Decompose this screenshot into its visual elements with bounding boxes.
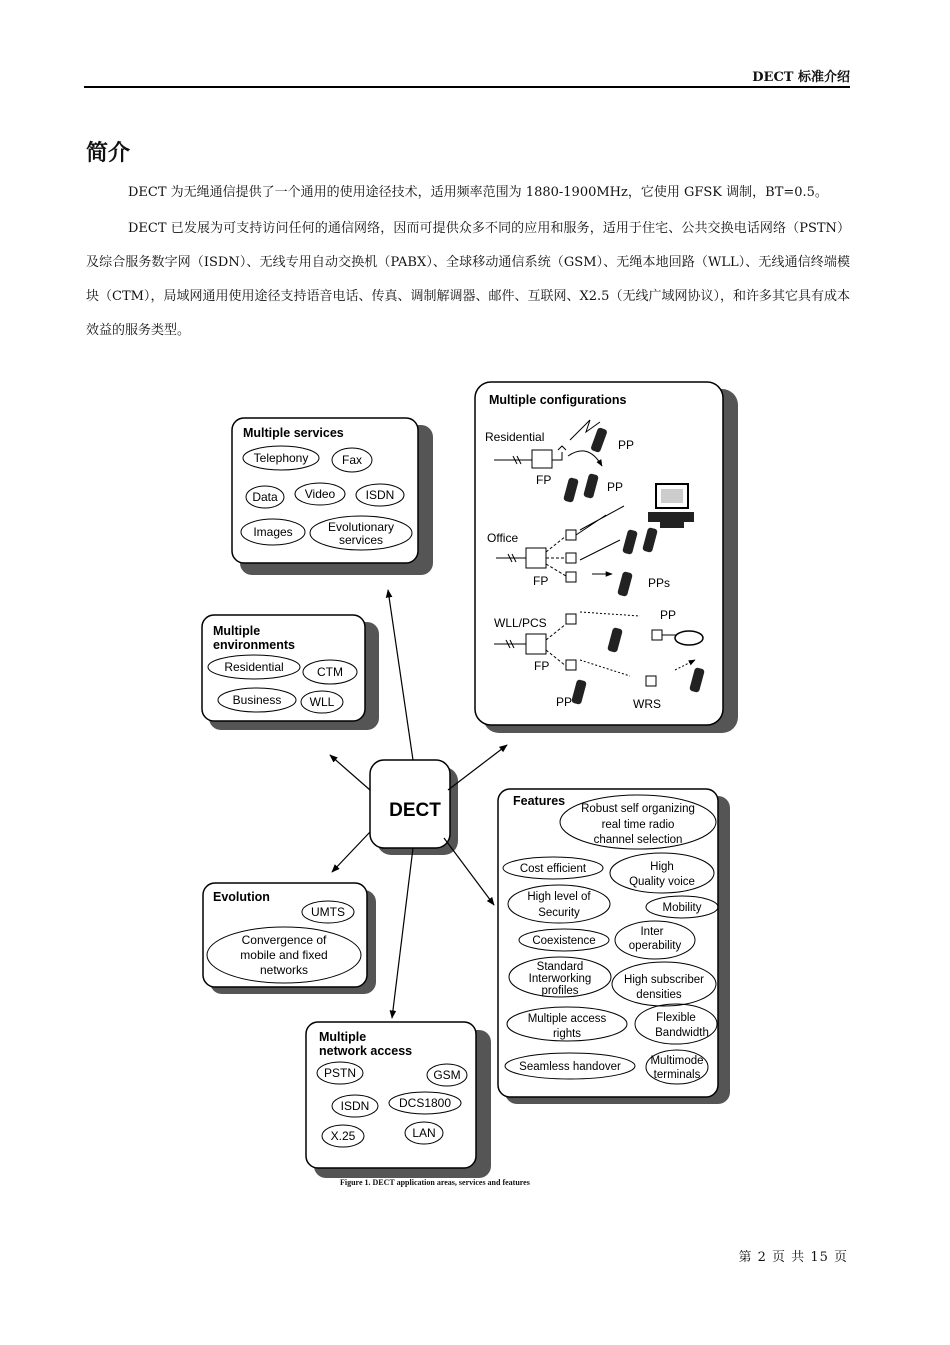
evolution-umts: UMTS [311,905,345,919]
feature-coexistence: Coexistence [532,935,596,947]
env-business: Business [232,693,282,707]
features-box [498,789,730,1104]
feature-interworking-2: Interworking [528,973,592,985]
service-isdn: ISDN [365,488,395,502]
feature-security-1: High level of [527,891,591,903]
feature-subscriber-2: densities [636,989,682,1001]
configurations-title: Multiple configurations [489,393,627,407]
service-evolutionary-2: services [338,533,384,547]
features-title: Features [513,794,566,808]
service-evolutionary: Evolutionary [327,520,395,534]
network-box [306,1022,491,1178]
feature-security-2: Security [538,907,580,919]
feature-robust-2: real time radio [601,819,675,831]
config-pp-4: PP [556,695,573,709]
feature-mobility: Mobility [662,902,702,914]
feature-multimode-2: terminals [653,1069,701,1081]
config-pps: PPs [648,576,671,590]
config-residential: Residential [485,430,545,444]
service-images: Images [253,525,293,539]
feature-interop-1: Inter [640,926,664,938]
environments-box [202,615,379,730]
config-fp-1: FP [536,473,552,487]
feature-quality-2: Quality voice [629,876,695,888]
environments-title-1: Multiple [213,624,261,638]
page-number: 第 2 页 共 15 页 [738,1250,848,1265]
configurations-box [475,382,738,733]
service-video: Video [304,487,336,501]
feature-multimode-1: Multimode [650,1055,704,1067]
network-dcs1800: DCS1800 [398,1096,452,1110]
network-isdn: ISDN [340,1099,370,1113]
feature-access-1: Multiple access [527,1013,607,1025]
feature-bandwidth-1: Flexible [656,1012,696,1024]
network-lan: LAN [412,1126,436,1140]
feature-robust-1: Robust self organizing [581,803,695,815]
config-pp-3: PP [660,608,677,622]
feature-interworking-1: Standard [536,961,584,973]
config-wll-pcs: WLL/PCS [494,616,547,630]
config-pp-2: PP [607,480,624,494]
service-fax: Fax [341,453,363,467]
env-residential: Residential [224,660,284,674]
feature-bandwidth-2: Bandwidth [655,1027,709,1039]
env-ctm: CTM [317,665,343,679]
paragraph-2: DECT 已发展为可支持访问任何的通信网络，因而可提供众多不同的应用和服务，适用于住宅、公共交换电话网络（PSTN）及综合服务数字网（ISDN）、无线专用自动交换机（PABX）、全球移动通信系统（GSM）、无绳本地回路（WLL）、无线通信终端模块（CTM），局域网通用使用途径支持语音电话、传真、调制解调器、邮件、互联网、X2.5（无线广域网协议），和许多其它具有成本效益的服务类型。 [86,221,850,338]
feature-access-2: rights [552,1028,582,1040]
paragraph-1: DECT 为无绳通信提供了一个通用的使用途径技术，适用频率范围为 1880-1900MHz，它使用 GFSK 调制，BT=0.5。 [128,185,828,200]
feature-cost: Cost efficient [519,863,587,875]
network-title-2: network access [319,1044,413,1058]
network-x25: X.25 [330,1129,356,1143]
network-pstn: PSTN [323,1066,357,1080]
network-gsm: GSM [433,1068,461,1082]
service-telephony: Telephony [253,451,309,465]
feature-interop-2: operability [628,940,682,952]
config-fp-2: FP [533,574,549,588]
dect-center [370,760,458,855]
feature-subscriber-1: High subscriber [624,974,704,986]
env-wll: WLL [309,695,335,709]
services-title: Multiple services [243,426,344,440]
service-data: Data [252,490,278,504]
environments-title-2: environments [213,638,295,652]
evolution-convergence-1: Convergence of [241,933,327,947]
feature-interworking-3: profiles [541,985,579,997]
network-title-1: Multiple [319,1030,367,1044]
config-fp-3: FP [534,659,550,673]
evolution-title: Evolution [213,890,270,904]
figure-caption: Figure 1. DECT application areas, services and features [340,1178,530,1187]
feature-robust-3: channel selection [593,834,683,846]
evolution-convergence-2: mobile and fixed [240,948,328,962]
section-title: 简介 [86,140,131,166]
header-title: DECT 标准介绍 [752,70,850,85]
services-box [232,418,433,575]
config-wrs: WRS [633,697,661,711]
feature-quality-1: High [650,861,674,873]
feature-handover: Seamless handover [519,1061,621,1073]
config-office: Office [487,531,519,545]
evolution-box [203,883,376,994]
evolution-convergence-3: networks [259,963,309,977]
dect-label: DECT [389,800,441,821]
config-pp-1: PP [618,438,635,452]
